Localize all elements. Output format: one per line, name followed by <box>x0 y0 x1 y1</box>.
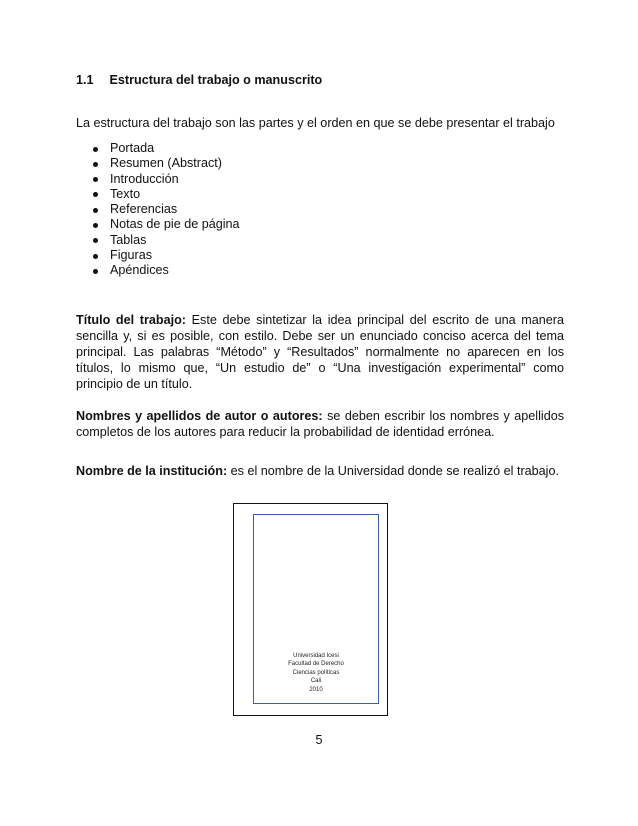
nombres-paragraph <box>76 408 564 440</box>
titulo-text: Este debe sintetizar la idea principal del escrito de una manera sencilla y, si es posible, con estilo. Debe ser un enunciado conciso acerca del tema principal. Las palabras “Método” y “Resultados” normalmente no aparecen en los títulos, lo mismo que, “Un estudio de” o “Una investigación experimental” como principio de un título. <box>76 313 564 391</box>
bullet-icon <box>93 269 98 274</box>
list-item: Notas de pie de página <box>76 217 240 232</box>
institucion-text: es el nombre de la Universidad donde se realizó el trabajo. <box>227 464 559 478</box>
bullet-icon <box>93 162 98 167</box>
cover-line: Cali <box>310 678 322 685</box>
list-item: Texto <box>76 187 240 202</box>
list-item: Tablas <box>76 233 240 248</box>
list-item: Introducción <box>76 172 240 187</box>
list-item: Resumen (Abstract) <box>76 156 240 171</box>
institucion-label: Nombre de la institución: <box>76 464 228 478</box>
cover-line: 2010 <box>309 686 323 693</box>
bullet-icon <box>93 147 98 152</box>
titulo-label: Título del trabajo: <box>76 313 186 327</box>
bullet-icon <box>93 208 98 213</box>
list-item: Portada <box>76 141 240 156</box>
nombres-label: Nombres y apellidos de autor o autores: <box>76 409 323 423</box>
intro-paragraph: La estructura del trabajo son las partes y el orden en que se debe presentar el trabajo <box>76 116 555 130</box>
cover-sample-text <box>253 652 379 694</box>
cover-line: Facultad de Derecho <box>288 661 344 668</box>
page-number: 5 <box>315 733 323 747</box>
bullet-icon <box>93 238 98 243</box>
bullet-icon <box>93 177 98 182</box>
cover-line: Universidad Icesi <box>293 653 339 659</box>
titulo-paragraph <box>76 312 564 392</box>
bullet-icon <box>93 192 98 197</box>
list-item: Apéndices <box>76 263 240 278</box>
section-heading <box>76 73 322 87</box>
list-item: Figuras <box>76 248 240 263</box>
cover-line: Ciencias políticas <box>292 669 340 676</box>
section-number: 1.1 <box>76 73 94 87</box>
bullet-icon <box>93 223 98 228</box>
section-title: Estructura del trabajo o manuscrito <box>109 73 323 87</box>
nombres-text: se deben escribir los nombres y apellidos completos de los autores para reducir la probabilidad de identidad errónea. <box>76 409 564 439</box>
list-item: Referencias <box>76 202 240 217</box>
institucion-paragraph <box>76 463 564 479</box>
bullet-icon <box>93 254 98 259</box>
structure-list <box>76 141 240 279</box>
